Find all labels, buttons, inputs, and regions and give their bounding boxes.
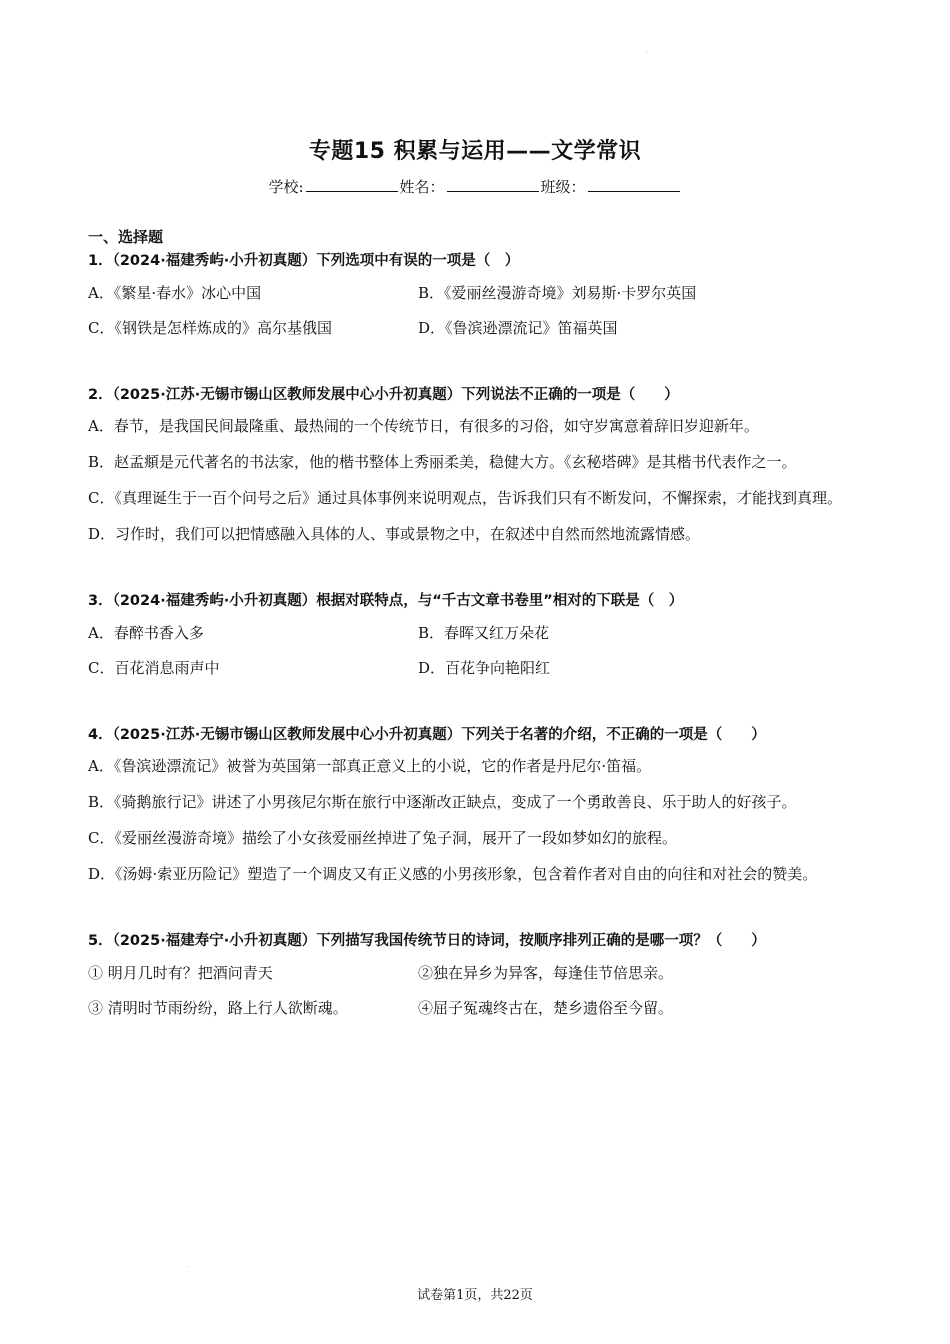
question-3 [88,590,860,679]
option-row [88,657,860,679]
student-info-line [0,176,950,197]
question-4 [88,724,860,892]
poem-1: ① 明月几时有？把酒问青天 [88,964,273,982]
option-b[interactable]: B．《爱丽丝漫游奇境》刘易斯·卡罗尔英国 [418,284,697,302]
class-label: 班级： [540,178,586,196]
question-5 [88,930,860,1019]
option-row [88,622,860,644]
option-b[interactable]: B．春晖又红万朵花 [418,624,550,642]
section-heading: 一、选择题 [88,228,164,246]
option-a[interactable]: A．春醉书香入多 [88,624,204,642]
option-b[interactable]: B．赵孟頫是元代著名的书法家，他的楷书整体上秀丽柔美，稳健大方。《玄秘塔碑》是其楷书代表作之一。 [88,453,797,471]
option-b[interactable]: B．《骑鹅旅行记》讲述了小男孩尼尔斯在旅行中逐渐改正缺点，变成了一个勇敢善良、乐于助人的好孩子。 [88,793,797,811]
name-label: 姓名： [399,178,445,196]
page-footer: 试卷第1页，共22页 [417,1288,533,1303]
name-blank[interactable] [447,177,539,192]
option-c[interactable]: C．《爱丽丝漫游奇境》描绘了小女孩爱丽丝掉进了兔子洞，展开了一段如梦如幻的旅程。 [88,829,677,847]
question-list [88,226,860,1032]
school-blank[interactable] [306,177,398,192]
option-a[interactable]: A．《繁星·春水》冰心中国 [88,284,262,302]
option-row [88,282,860,304]
question-stem: 5．（2025·福建寿宁·小升初真题）下列描写我国传统节日的诗词，按顺序排列正确的是哪一项？（ ） [88,933,766,949]
option-d[interactable]: D．习作时，我们可以把情感融入具体的人、事或景物之中，在叙述中自然而然地流露情感。 [88,525,701,543]
class-blank[interactable] [588,177,680,192]
poem-4: ④屈子冤魂终古在，楚乡遗俗至今留。 [418,999,674,1017]
poem-2: ②独在异乡为异客，每逢佳节倍思亲。 [418,964,674,982]
school-label: 学校: [268,178,304,196]
question-stem: 3．（2024·福建秀屿·小升初真题）根据对联特点，与“千古文章书卷里”相对的下联是（ ） [88,593,684,609]
page-title: 专题15 积累与运用——文学常识 [308,139,642,164]
option-d[interactable]: D．《鲁滨逊漂流记》笛福英国 [418,319,618,337]
option-c[interactable]: C．百花消息雨声中 [88,659,220,677]
poem-3: ③ 清明时节雨纷纷，路上行人欲断魂。 [88,999,348,1017]
option-c[interactable]: C．《真理诞生于一百个问号之后》通过具体事例来说明观点，告诉我们只有不断发问，不懈探索，才能找到真理。 [88,489,842,507]
question-stem: 1．（2024·福建秀屿·小升初真题）下列选项中有误的一项是（ ） [88,253,520,269]
option-a[interactable]: A．春节，是我国民间最隆重、最热闹的一个传统节日，有很多的习俗，如守岁寓意着辞旧岁迎新年。 [88,417,759,435]
question-stem: 4．（2025·江苏·无锡市锡山区教师发展中心小升初真题）下列关于名著的介绍，不正确的一项是（ ） [88,727,766,743]
question-2 [88,384,860,552]
option-c[interactable]: C．《钢铁是怎样炼成的》高尔基俄国 [88,319,332,337]
option-d[interactable]: D．百花争向艳阳红 [418,659,551,677]
scan-speck: · [646,50,648,57]
option-d[interactable]: D．《汤姆·索亚历险记》塑造了一个调皮又有正义感的小男孩形象，包含着作者对自由的向往和对社会的赞美。 [88,865,818,883]
question-1 [88,250,860,339]
scan-speck: · [186,1264,188,1271]
question-stem: 2．（2025·江苏·无锡市锡山区教师发展中心小升初真题）下列说法不正确的一项是（ ） [88,387,679,403]
option-row [88,317,860,339]
option-row [88,997,860,1019]
option-row [88,962,860,984]
option-a[interactable]: A．《鲁滨逊漂流记》被誉为英国第一部真正意义上的小说，它的作者是丹尼尔·笛福。 [88,757,652,775]
